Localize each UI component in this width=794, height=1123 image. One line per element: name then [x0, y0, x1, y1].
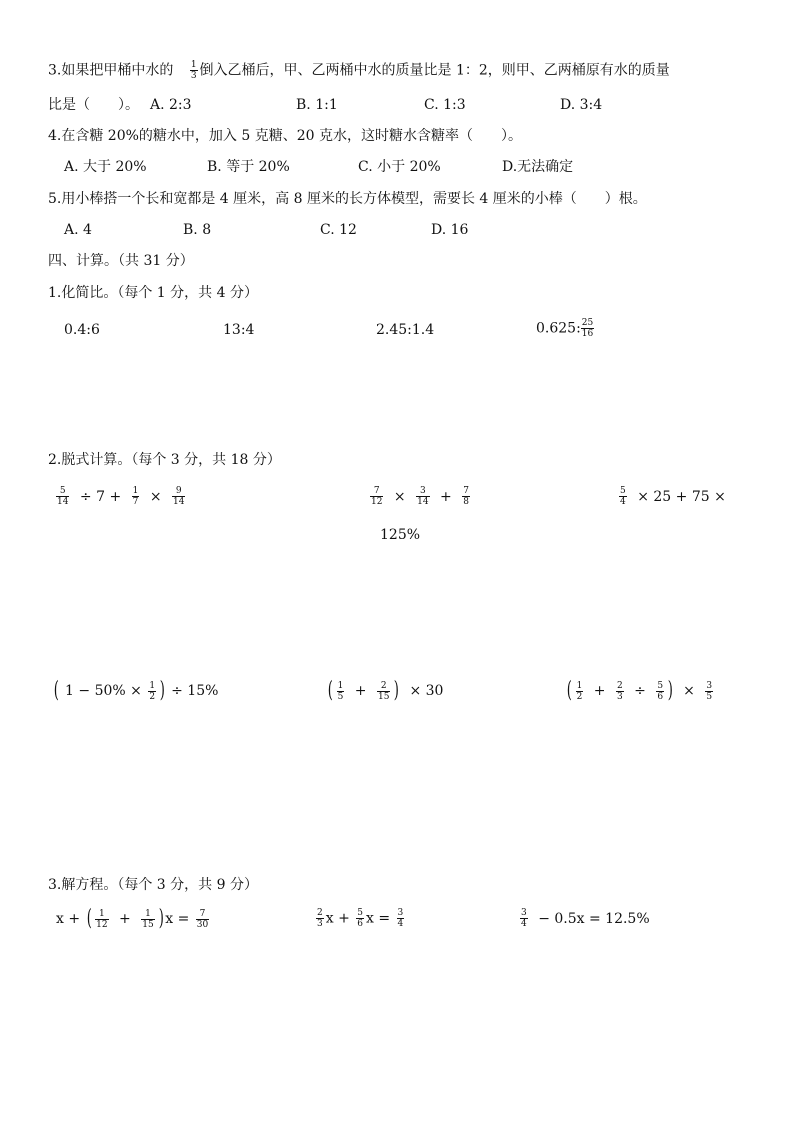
section-4-title: 四、计算。（共 31 分） — [48, 253, 194, 269]
q4-option-d: D.无法确定 — [502, 159, 574, 175]
simplify-item-2: 13:4 — [223, 322, 255, 338]
simplify-item-1: 0.4:6 — [64, 322, 100, 338]
q3-text-post: 倒入乙桶后，甲、乙两桶中水的质量比是 1：2，则甲、乙两桶原有水的质量 — [199, 62, 670, 79]
calc-expression-2: $\frac{7}{12}$ × $\frac{3}{14}$ + $\frac{7}{8}$ — [371, 486, 469, 507]
calc-expression-6: ( $\frac{1}{2}$ + $\frac{2}{3}$ ÷ $\frac{5}{6}$ ) × $\frac{3}{5}$ — [566, 678, 713, 703]
q4-option-a: A. 大于 20% — [64, 159, 147, 175]
calc-expression-3-wrap: 125% — [380, 527, 421, 543]
q5-option-b: B. 8 — [183, 222, 212, 238]
part-3-title: 3.解方程。（每个 3 分，共 9 分） — [48, 877, 258, 893]
equation-3: $\frac{3}{4}$ − 0.5x = 12.5% — [521, 908, 650, 929]
q4-option-c: C. 小于 20% — [358, 159, 441, 175]
calc-expression-3: $\frac{5}{4}$ × 25 + 75 × — [620, 486, 726, 507]
q3-fraction: $\frac{1}{3}$ — [190, 60, 197, 81]
part-1-title: 1.化简比。（每个 1 分，共 4 分） — [48, 285, 258, 301]
q4-option-b: B. 等于 20% — [207, 159, 290, 175]
q3-option-a: A. 2:3 — [150, 97, 192, 113]
equation-1: x + ( $\frac{1}{12}$ + $\frac{1}{15}$ ) x = $\frac{7}{30}$ — [56, 906, 209, 931]
simplify-item-4-fraction: $\frac{25}{16}$ — [581, 318, 594, 339]
calc-expression-5: ( $\frac{1}{5}$ + $\frac{2}{15}$ ) × 30 — [327, 678, 444, 703]
question-5: 5.用小棒搭一个长和宽都是 4 厘米，高 8 厘米的长方体模型，需要长 4 厘米的小棒（ ）根。 — [48, 191, 647, 207]
question-3-line-1 — [48, 60, 670, 81]
calc-expression-1: $\frac{5}{14}$ ÷ 7 + $\frac{1}{7}$ × $\frac{9}{14}$ — [57, 486, 185, 507]
q3-option-d: D. 3:4 — [560, 97, 603, 113]
q5-option-a: A. 4 — [64, 222, 92, 238]
q5-option-d: D. 16 — [431, 222, 469, 238]
question-4: 4.在含糖 20%的糖水中，加入 5 克糖、20 克水，这时糖水含糖率（ ）。 — [48, 128, 522, 144]
q3-option-b: B. 1:1 — [296, 97, 338, 113]
q5-option-c: C. 12 — [320, 222, 357, 238]
simplify-item-3: 2.45:1.4 — [376, 322, 435, 338]
part-2-title: 2.脱式计算。（每个 3 分，共 18 分） — [48, 452, 281, 468]
q3-text-pre: 3.如果把甲桶中水的 — [48, 62, 174, 79]
simplify-item-4: 0.625: $\frac{25}{16}$ — [536, 318, 594, 339]
q3-option-c: C. 1:3 — [424, 97, 466, 113]
equation-2: $\frac{2}{3}$ x + $\frac{5}{6}$ x = $\frac{3}{4}$ — [317, 908, 404, 929]
question-3-line-2: 比是（ ）。 — [48, 97, 139, 113]
calc-expression-4: ( 1 − 50% × $\frac{1}{2}$ ) ÷ 15% — [53, 678, 219, 703]
